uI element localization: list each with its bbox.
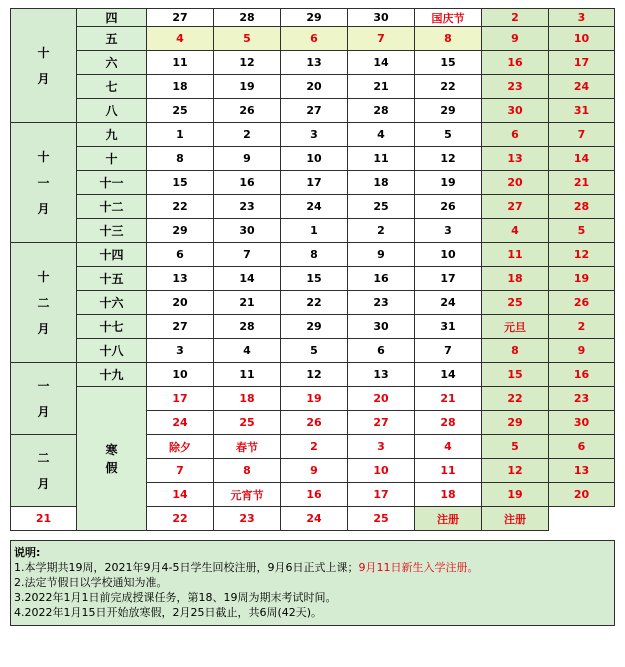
week-number: 十 [77, 147, 147, 171]
day-cell: 12 [415, 147, 482, 171]
day-cell: 5 [482, 435, 549, 459]
week-number: 十八 [77, 339, 147, 363]
day-cell: 16 [549, 363, 615, 387]
day-cell: 28 [214, 9, 281, 27]
day-cell: 19 [281, 387, 348, 411]
day-cell: 26 [549, 291, 615, 315]
day-cell: 3 [415, 219, 482, 243]
day-cell: 2 [348, 219, 415, 243]
day-cell: 18 [482, 267, 549, 291]
day-cell: 8 [281, 243, 348, 267]
day-cell: 21 [415, 387, 482, 411]
month-label: 一 月 [11, 363, 77, 435]
day-cell: 29 [482, 411, 549, 435]
week-row [11, 195, 615, 219]
day-cell: 5 [281, 339, 348, 363]
notes-title: 说明: [14, 546, 41, 559]
day-cell: 30 [214, 219, 281, 243]
day-cell: 19 [415, 171, 482, 195]
week-number: 七 [77, 75, 147, 99]
day-cell: 13 [549, 459, 615, 483]
day-cell: 13 [281, 51, 348, 75]
note-4: 4.2022年1月15日开始放寒假，2月25日截止，共6周(42天)。 [14, 606, 323, 619]
day-cell: 11 [214, 363, 281, 387]
day-cell: 21 [214, 291, 281, 315]
day-cell: 12 [482, 459, 549, 483]
day-cell: 8 [482, 339, 549, 363]
day-cell: 29 [281, 315, 348, 339]
day-cell: 元宵节 [214, 483, 281, 507]
day-cell: 11 [147, 51, 214, 75]
week-number: 十七 [77, 315, 147, 339]
week-number: 八 [77, 99, 147, 123]
week-row [11, 27, 615, 51]
day-cell: 27 [348, 411, 415, 435]
day-cell: 春节 [214, 435, 281, 459]
day-cell: 27 [147, 315, 214, 339]
week-row [11, 243, 615, 267]
day-cell: 除夕 [147, 435, 214, 459]
day-cell: 14 [415, 363, 482, 387]
day-cell: 16 [281, 483, 348, 507]
day-cell: 3 [348, 435, 415, 459]
day-cell: 27 [147, 9, 214, 27]
day-cell: 1 [147, 123, 214, 147]
day-cell: 20 [348, 387, 415, 411]
day-cell: 15 [482, 363, 549, 387]
day-cell: 19 [214, 75, 281, 99]
week-row [11, 267, 615, 291]
week-row [11, 171, 615, 195]
month-label: 二 月 [11, 435, 77, 507]
day-cell: 2 [482, 9, 549, 27]
day-cell: 6 [281, 27, 348, 51]
day-cell: 7 [147, 459, 214, 483]
day-cell: 3 [281, 123, 348, 147]
day-cell: 27 [482, 195, 549, 219]
day-cell: 17 [415, 267, 482, 291]
day-cell: 14 [214, 267, 281, 291]
day-cell: 31 [415, 315, 482, 339]
day-cell: 15 [415, 51, 482, 75]
day-cell: 7 [348, 27, 415, 51]
week-row [11, 339, 615, 363]
day-cell: 8 [147, 147, 214, 171]
week-row [11, 75, 615, 99]
day-cell: 26 [415, 195, 482, 219]
day-cell: 11 [415, 459, 482, 483]
day-cell: 2 [281, 435, 348, 459]
day-cell: 8 [415, 27, 482, 51]
week-number: 六 [77, 51, 147, 75]
day-cell: 18 [147, 75, 214, 99]
day-cell: 29 [415, 99, 482, 123]
day-cell: 4 [415, 435, 482, 459]
day-cell: 23 [482, 75, 549, 99]
day-cell: 25 [482, 291, 549, 315]
note-3: 3.2022年1月1日前完成授课任务，第18、19周为期末考试时间。 [14, 591, 337, 604]
day-cell: 6 [482, 123, 549, 147]
day-cell: 28 [348, 99, 415, 123]
day-cell: 9 [549, 339, 615, 363]
day-cell: 10 [415, 243, 482, 267]
day-cell: 24 [147, 411, 214, 435]
day-cell: 注册 [415, 507, 482, 531]
day-cell: 18 [415, 483, 482, 507]
day-cell: 25 [214, 411, 281, 435]
month-label: 十 月 [11, 9, 77, 123]
day-cell: 16 [482, 51, 549, 75]
week-row [11, 315, 615, 339]
day-cell: 13 [348, 363, 415, 387]
day-cell: 29 [281, 9, 348, 27]
day-cell: 16 [214, 171, 281, 195]
day-cell: 3 [147, 339, 214, 363]
day-cell: 17 [348, 483, 415, 507]
week-row [11, 147, 615, 171]
day-cell: 30 [348, 9, 415, 27]
day-cell: 26 [281, 411, 348, 435]
day-cell: 16 [348, 267, 415, 291]
day-cell: 17 [281, 171, 348, 195]
day-cell: 10 [281, 147, 348, 171]
school-calendar-table [10, 8, 615, 626]
week-number: 十六 [77, 291, 147, 315]
day-cell: 15 [147, 171, 214, 195]
day-cell: 4 [214, 339, 281, 363]
notes-section [11, 531, 615, 626]
day-cell: 20 [281, 75, 348, 99]
note-1 [14, 560, 611, 575]
day-cell: 9 [482, 27, 549, 51]
day-cell: 22 [147, 195, 214, 219]
day-cell: 21 [11, 507, 77, 531]
day-cell: 22 [281, 291, 348, 315]
day-cell: 12 [549, 243, 615, 267]
week-number: 九 [77, 123, 147, 147]
day-cell: 22 [147, 507, 214, 531]
day-cell: 20 [549, 483, 615, 507]
day-cell: 26 [214, 99, 281, 123]
week-row [11, 219, 615, 243]
day-cell: 7 [549, 123, 615, 147]
day-cell: 6 [348, 339, 415, 363]
week-number: 四 [77, 9, 147, 27]
day-cell: 6 [147, 243, 214, 267]
day-cell: 19 [549, 267, 615, 291]
day-cell: 7 [214, 243, 281, 267]
notes-cell [11, 541, 615, 626]
week-number: 十九 [77, 363, 147, 387]
day-cell: 10 [348, 459, 415, 483]
day-cell: 1 [281, 219, 348, 243]
day-cell: 14 [147, 483, 214, 507]
week-number: 十二 [77, 195, 147, 219]
day-cell: 29 [147, 219, 214, 243]
day-cell: 21 [549, 171, 615, 195]
day-cell: 10 [147, 363, 214, 387]
day-cell: 13 [482, 147, 549, 171]
day-cell: 12 [214, 51, 281, 75]
week-row [11, 387, 615, 411]
day-cell: 24 [549, 75, 615, 99]
day-cell: 14 [549, 147, 615, 171]
day-cell: 20 [482, 171, 549, 195]
day-cell: 8 [214, 459, 281, 483]
week-row [11, 99, 615, 123]
day-cell: 17 [147, 387, 214, 411]
day-cell: 21 [348, 75, 415, 99]
day-cell: 27 [281, 99, 348, 123]
day-cell: 17 [549, 51, 615, 75]
day-cell: 5 [415, 123, 482, 147]
day-cell: 30 [348, 315, 415, 339]
day-cell: 30 [482, 99, 549, 123]
day-cell: 20 [147, 291, 214, 315]
day-cell: 6 [549, 435, 615, 459]
week-number: 十三 [77, 219, 147, 243]
day-cell: 23 [214, 195, 281, 219]
day-cell: 注册 [482, 507, 549, 531]
day-cell: 13 [147, 267, 214, 291]
day-cell: 9 [348, 243, 415, 267]
day-cell: 7 [415, 339, 482, 363]
week-number: 十五 [77, 267, 147, 291]
day-cell: 25 [348, 507, 415, 531]
day-cell: 15 [281, 267, 348, 291]
day-cell: 3 [549, 9, 615, 27]
day-cell: 2 [549, 315, 615, 339]
day-cell: 22 [482, 387, 549, 411]
day-cell: 25 [147, 99, 214, 123]
day-cell: 2 [214, 123, 281, 147]
day-cell: 国庆节 [415, 9, 482, 27]
day-cell: 18 [214, 387, 281, 411]
week-row [11, 363, 615, 387]
day-cell: 9 [281, 459, 348, 483]
week-number: 十四 [77, 243, 147, 267]
week-row [11, 291, 615, 315]
day-cell: 22 [415, 75, 482, 99]
day-cell: 28 [549, 195, 615, 219]
week-number: 五 [77, 27, 147, 51]
day-cell: 31 [549, 99, 615, 123]
note-1-text: 1.本学期共19周，2021年9月4-5日学生回校注册，9月6日正式上课； [14, 561, 359, 574]
spacer-cell [11, 531, 615, 541]
day-cell: 19 [482, 483, 549, 507]
day-cell: 5 [549, 219, 615, 243]
day-cell: 4 [482, 219, 549, 243]
day-cell: 24 [415, 291, 482, 315]
month-label: 十 一 月 [11, 123, 77, 243]
day-cell: 25 [348, 195, 415, 219]
day-cell: 9 [214, 147, 281, 171]
day-cell: 11 [348, 147, 415, 171]
day-cell: 5 [214, 27, 281, 51]
day-cell: 23 [549, 387, 615, 411]
day-cell: 23 [348, 291, 415, 315]
week-row [11, 51, 615, 75]
day-cell: 24 [281, 195, 348, 219]
note-1-highlight: 9月11日新生入学注册。 [358, 561, 479, 574]
day-cell: 28 [415, 411, 482, 435]
day-cell: 14 [348, 51, 415, 75]
calendar-body [11, 9, 615, 531]
day-cell: 12 [281, 363, 348, 387]
day-cell: 23 [214, 507, 281, 531]
week-row [11, 123, 615, 147]
day-cell: 28 [214, 315, 281, 339]
day-cell: 4 [348, 123, 415, 147]
week-row [11, 9, 615, 27]
month-label: 十 二 月 [11, 243, 77, 363]
day-cell: 4 [147, 27, 214, 51]
week-number: 十一 [77, 171, 147, 195]
winter-break-label: 寒 假 [77, 387, 147, 531]
day-cell: 11 [482, 243, 549, 267]
day-cell: 元旦 [482, 315, 549, 339]
day-cell: 10 [549, 27, 615, 51]
day-cell: 18 [348, 171, 415, 195]
day-cell: 24 [281, 507, 348, 531]
day-cell: 30 [549, 411, 615, 435]
note-2: 2.法定节假日以学校通知为准。 [14, 576, 168, 589]
